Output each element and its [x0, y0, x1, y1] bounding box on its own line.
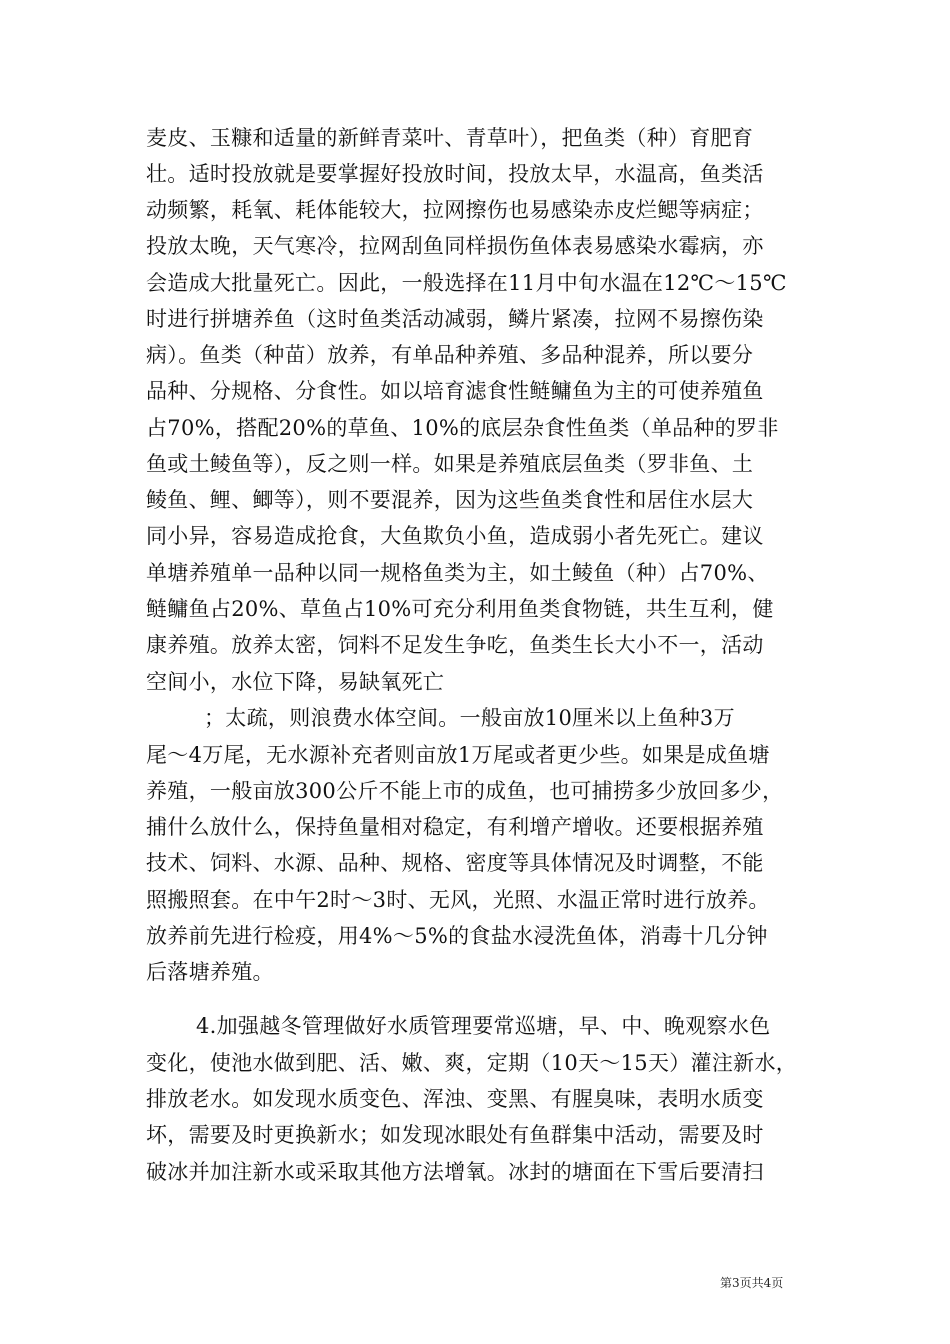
page-number-footer: 第3页共4页: [720, 1276, 784, 1290]
text-line: 排放老水。如发现水质变色、浑浊、变黑、有腥臭味，表明水质变: [146, 1087, 764, 1111]
text-line: 养殖，一般亩放300公斤不能上市的成鱼，也可捕捞多少放回多少，: [146, 779, 784, 803]
text-line: 尾～4万尾，无水源补充者则亩放1万尾或者更少些。如果是成鱼塘: [146, 743, 770, 767]
text-line: 捕什么放什么，保持鱼量相对稳定，有利增产增收。还要根据养殖: [146, 815, 764, 839]
text-line: 动频繁，耗氧、耗体能较大，拉网擦伤也易感染赤皮烂鳃等病症；: [146, 198, 764, 222]
text-line: 照搬照套。在中午2时～3时、无风，光照、水温正常时进行放养。: [146, 888, 770, 912]
text-line: 鲮鱼、鲤、鲫等），则不要混养，因为这些鱼类食性和居住水层大: [146, 488, 754, 512]
text-line: 鱼或土鲮鱼等），反之则一样。如果是养殖底层鱼类（罗非鱼、土: [146, 452, 754, 476]
text-line: 变化，使池水做到肥、活、嫩、爽，定期（10天～15天）灌注新水，: [146, 1051, 798, 1075]
text-line: 品种、分规格、分食性。如以培育滤食性鲢鳙鱼为主的可使养殖鱼: [146, 379, 764, 403]
text-line: 坏，需要及时更换新水；如发现冰眼处有鱼群集中活动，需要及时: [146, 1123, 764, 1147]
text-line: 麦皮、玉糠和适量的新鲜青菜叶、青草叶），把鱼类（种）育肥育: [146, 126, 754, 150]
text-line: 壮。适时投放就是要掌握好投放时间，投放太早，水温高，鱼类活: [146, 162, 764, 186]
text-line: 投放太晚，天气寒冷，拉网刮鱼同样损伤鱼体表易感染水霉病，亦: [146, 234, 764, 258]
text-line: 4.加强越冬管理做好水质管理要常巡塘，早、中、晚观察水色: [196, 1014, 771, 1038]
text-line: 破冰并加注新水或采取其他方法增氧。冰封的塘面在下雪后要清扫: [146, 1160, 764, 1184]
text-line: 康养殖。放养太密，饲料不足发生争吃，鱼类生长大小不一，活动: [146, 633, 764, 657]
text-line: 技术、饲料、水源、品种、规格、密度等具体情况及时调整，不能: [146, 851, 764, 875]
text-line: 占70%，搭配20%的草鱼、10%的底层杂食性鱼类（单品种的罗非: [146, 416, 779, 440]
text-line: 后落塘养殖。: [146, 960, 274, 984]
text-line: 同小异，容易造成抢食，大鱼欺负小鱼，造成弱小者先死亡。建议: [146, 524, 764, 548]
text-line: 空间小，水位下降，易缺氧死亡: [146, 670, 445, 694]
text-line: 时进行拼塘养鱼（这时鱼类活动减弱，鳞片紧凑，拉网不易擦伤染: [146, 307, 764, 331]
text-line: 会造成大批量死亡。因此，一般选择在11月中旬水温在12℃～15℃: [146, 271, 787, 295]
text-line: 放养前先进行检疫，用4%～5%的食盐水浸洗鱼体，消毒十几分钟: [146, 924, 768, 948]
text-line: 鲢鳙鱼占20%、草鱼占10%可充分利用鱼类食物链，共生互利，健: [146, 597, 774, 621]
text-line: ；太疏，则浪费水体空间。一般亩放10厘米以上鱼种3万: [204, 706, 735, 730]
text-line: 单塘养殖单一品种以同一规格鱼类为主，如土鲮鱼（种）占70%、: [146, 561, 769, 585]
text-line: 病）。鱼类（种苗）放养，有单品种养殖、多品种混养，所以要分: [146, 343, 754, 367]
